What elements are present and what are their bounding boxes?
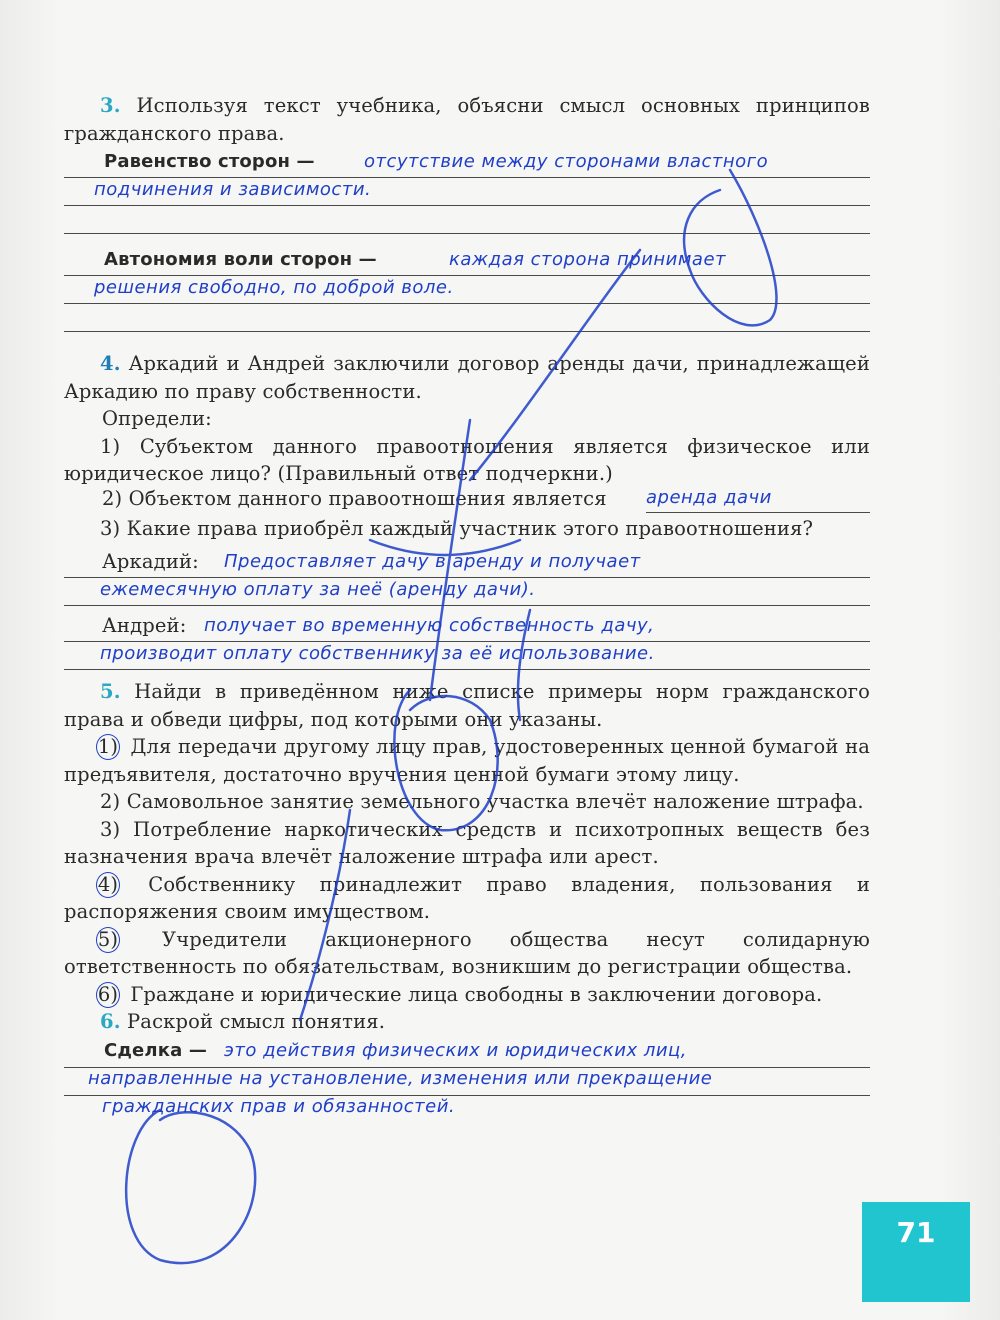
answer-line: [64, 248, 870, 276]
answer-line: [64, 1068, 870, 1096]
determine-label: Определи:: [102, 407, 212, 430]
task-number: 3.: [100, 94, 121, 117]
norm-text: Потребление наркотических средств и психотропных веществ без назначения врача влечёт наложение штрафа или арест.: [64, 817, 870, 868]
handwritten-answer: аренда дачи: [646, 484, 870, 513]
handwritten-answer: это действия физических и юридических лиц,: [224, 1040, 688, 1061]
norm-item: [64, 816, 870, 871]
norm-text: Собственнику принадлежит право владения, пользования и распоряжения своим имуществом.: [64, 872, 870, 923]
norm-item: [64, 871, 870, 926]
task-number: 6.: [100, 1010, 121, 1033]
task-text: Найди в приведённом ниже списке примеры норм гражданского права и обведи цифры, под которыми они указаны.: [64, 680, 870, 731]
handwritten-answer: получает во временную собственность дачу,: [204, 614, 655, 636]
task-4: [64, 350, 870, 670]
answer-line: [64, 578, 870, 606]
answer-line: [64, 150, 870, 178]
handwritten-answer: подчинения и зависимости.: [94, 178, 372, 200]
answer-line: [64, 304, 870, 332]
norm-number[interactable]: 3): [100, 817, 121, 841]
norm-number[interactable]: 2): [100, 790, 121, 813]
norm-item: [64, 926, 870, 981]
term-label: Сделка —: [104, 1040, 207, 1061]
page-number: 71: [896, 1216, 936, 1249]
question-1: 1) Субъектом данного правоотношения является физическое или юридическое лицо? (Правильный ответ подчеркни.): [64, 434, 870, 485]
norm-item: [64, 733, 870, 788]
answer-line: [64, 178, 870, 206]
page-number-tab: [862, 1202, 970, 1302]
participant-label: Аркадий:: [102, 549, 199, 573]
norm-text: Самовольное занятие земельного участка влечёт наложение штрафа.: [126, 790, 864, 813]
question-3: 3) Какие права приобрёл каждый участник этого правоотношения?: [100, 516, 814, 540]
task-text: Раскрой смысл понятия.: [127, 1010, 386, 1033]
answer-line: [64, 550, 870, 578]
norms-list: [64, 733, 870, 1008]
handwritten-answer: ежемесячную оплату за неё (аренду дачи).: [100, 578, 536, 600]
task-number: 4.: [100, 352, 121, 375]
task-text: Используя текст учебника, объясни смысл основных принципов гражданского права.: [64, 94, 870, 145]
term-label: Равенство сторон —: [104, 150, 315, 172]
answer-line: [64, 642, 870, 670]
answer-line: [64, 206, 870, 234]
participant-label: Андрей:: [102, 613, 187, 637]
handwritten-answer: каждая сторона принимает: [449, 248, 727, 270]
question-2-row: [64, 488, 870, 515]
norm-number[interactable]: 5): [97, 927, 119, 951]
answer-line: [64, 614, 870, 642]
question-2: 2) Объектом данного правоотношения является: [102, 487, 607, 510]
norm-number[interactable]: 4): [97, 872, 119, 896]
norm-text: Граждане и юридические лица свободны в заключении договора.: [130, 982, 823, 1006]
handwritten-answer: отсутствие между сторонами властного: [364, 150, 769, 172]
term-label: Автономия воли сторон —: [104, 248, 377, 270]
answer-line: [64, 1040, 870, 1068]
norm-text: Для передачи другому лицу прав, удостоверенных ценной бумагой на предъявителя, достаточно вручения ценной бумаги этому лицу.: [64, 735, 870, 786]
handwritten-answer: Предоставляет дачу в аренду и получает: [224, 550, 641, 572]
task-3: [64, 92, 870, 332]
task-text: Аркадий и Андрей заключили договор аренды дачи, принадлежащей Аркадию по праву собственности.: [64, 352, 870, 403]
handwritten-answer: направленные на установление, изменения или прекращение: [88, 1068, 713, 1089]
answer-line: [64, 1096, 870, 1123]
handwritten-answer: решения свободно, по доброй воле.: [94, 276, 454, 298]
handwritten-answer: производит оплату собственнику за её использование.: [100, 642, 655, 664]
task-number: 5.: [100, 680, 121, 703]
task-5: [64, 678, 870, 1008]
norm-item: [64, 981, 870, 1009]
norm-number[interactable]: 6): [97, 982, 119, 1006]
page-content: [64, 92, 870, 1123]
norm-item: [64, 788, 870, 816]
answer-line: [64, 276, 870, 304]
norm-number[interactable]: 1): [97, 735, 119, 758]
norm-text: Учредители акционерного общества несут солидарную ответственность по обязательствам, возникшим до регистрации общества.: [64, 927, 870, 978]
task-6: [64, 1008, 870, 1123]
handwritten-answer: гражданских прав и обязанностей.: [102, 1096, 456, 1117]
